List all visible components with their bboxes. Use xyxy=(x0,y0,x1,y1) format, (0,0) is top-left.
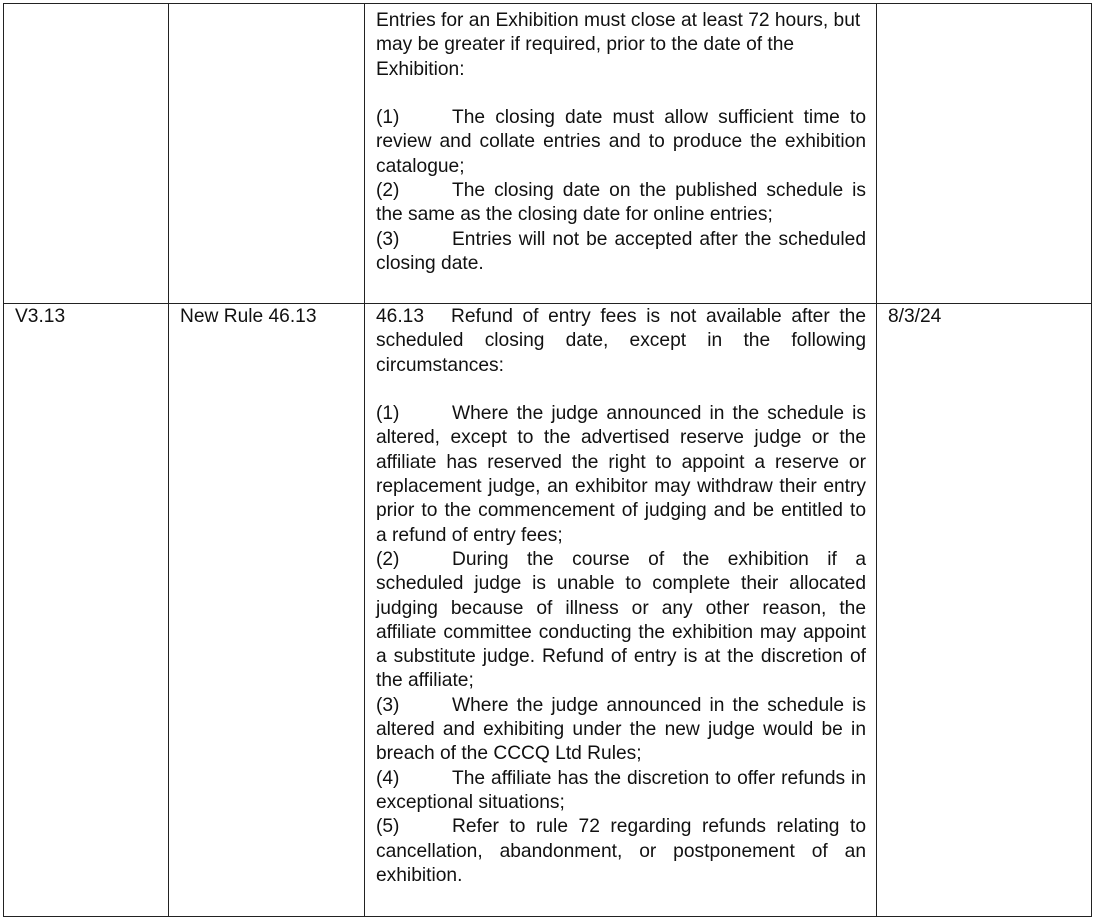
item-number: (3) xyxy=(376,228,400,250)
item-number: (2) xyxy=(376,180,400,202)
version-cell: V3.13 xyxy=(4,304,169,917)
date-cell: 8/3/24 xyxy=(877,304,1092,917)
item-number: (2) xyxy=(376,548,400,570)
table-row xyxy=(4,304,1092,917)
list-item xyxy=(376,228,866,277)
rule-intro-text: Refund of entry fees is not available after the scheduled closing date, except in the following circumstances: xyxy=(376,306,866,376)
item-text: The affiliate has the discretion to offer refunds in exceptional situations; xyxy=(376,767,866,813)
rule-number: 46.13 xyxy=(376,306,425,327)
list-item xyxy=(376,402,866,548)
item-text: Where the judge announced in the schedule is altered and exhibiting under the new judge would be in breach of the CCCQ Ltd Rules; xyxy=(376,694,866,765)
rule-intro: Entries for an Exhibition must close at least 72 hours, but may be greater if required, prior to the date of the Exhibition: xyxy=(376,10,861,80)
table-row xyxy=(4,4,1092,304)
list-item xyxy=(376,767,866,816)
item-text: During the course of the exhibition if a scheduled judge is unable to complete their allocated judging because of illness or any other reason, the affiliate committee conducting the exhibition may appoint a substitute judge. Refund of entry is at the discretion of the affiliate; xyxy=(376,548,866,692)
item-number: (1) xyxy=(376,107,400,129)
paragraph-gap xyxy=(376,378,866,402)
rule-text-cell xyxy=(365,4,877,304)
item-text: Entries will not be accepted after the scheduled closing date. xyxy=(376,228,866,274)
list-item xyxy=(376,815,866,888)
item-number: (5) xyxy=(376,816,400,838)
item-number: (4) xyxy=(376,767,400,789)
list-item xyxy=(376,548,866,694)
change-cell: New Rule 46.13 xyxy=(169,304,365,917)
item-text: Refer to rule 72 regarding refunds relating to cancellation, abandonment, or postponement of an exhibition. xyxy=(376,816,866,886)
rule-changes-table xyxy=(3,3,1092,917)
rule-text-cell xyxy=(365,304,877,917)
date-cell xyxy=(877,4,1092,304)
rule-intro xyxy=(376,305,866,378)
item-number: (3) xyxy=(376,694,400,716)
item-number: (1) xyxy=(376,403,400,425)
item-text: The closing date must allow sufficient time to review and collate entries and to produce the exhibition catalogue; xyxy=(376,107,866,177)
list-item xyxy=(376,179,866,228)
item-text: Where the judge announced in the schedule is altered, except to the advertised reserve judge or the affiliate has reserved the right to appoint a reserve or replacement judge, an exhibitor may withdraw their entry prior to the commencement of judging and be entitled to a refund of entry fees; xyxy=(376,403,866,546)
item-text: The closing date on the published schedule is the same as the closing date for online entries; xyxy=(376,180,866,226)
list-item xyxy=(376,694,866,767)
change-cell xyxy=(169,4,365,304)
version-cell xyxy=(4,4,169,304)
list-item xyxy=(376,106,866,179)
paragraph-gap xyxy=(376,82,866,106)
